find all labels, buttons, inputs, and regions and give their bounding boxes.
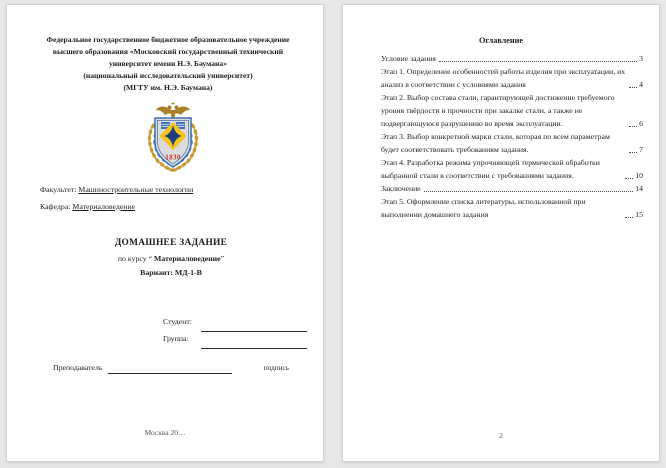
toc-item-text[interactable]: Этап 2. Выбор состава стали, гарантирующей достижение требуемого уровня твёрдости и прочности при закалке стали, а также не подвергающуюся разрушению во время эксплуатации. <box>381 93 615 128</box>
toc-item-page-number[interactable]: 6 <box>639 119 643 128</box>
city-year-line: Москва 20… <box>144 428 186 437</box>
toc-item-text[interactable]: Этап 5. Оформление списка литературы, использованной при выполнении домашнего задания <box>381 197 586 219</box>
toc-page <box>342 4 660 462</box>
toc-leader-dots <box>629 152 637 153</box>
document-title: ДОМАШНЕЕ ЗАДАНИЕ <box>114 238 228 248</box>
toc-item-page-number[interactable]: 10 <box>635 171 643 180</box>
toc-title: Оглавление <box>479 36 523 45</box>
toc-item-text[interactable]: Этап 3. Выбор конкретной марки стали, которая по всем параметрам будет соответствовать требованиям задания. <box>381 132 610 154</box>
group-blank-line <box>201 348 307 349</box>
faculty-value: Машиностроительные технологии <box>78 185 194 194</box>
university-header <box>29 34 307 94</box>
toc-item[interactable] <box>381 65 643 91</box>
header-line: (МГТУ им. Н.Э. Баумана) <box>123 83 213 92</box>
university-emblem <box>142 102 204 172</box>
toc-leader-dots <box>439 61 637 62</box>
student-blank-line <box>201 331 307 332</box>
group-label: Группа: <box>163 334 189 343</box>
student-label: Студент: <box>163 317 192 326</box>
signature-block <box>240 363 312 372</box>
toc-item-page-number[interactable]: 3 <box>639 54 643 63</box>
toc-item-page-number[interactable]: 14 <box>635 184 643 193</box>
toc-item[interactable] <box>381 91 643 130</box>
toc-item-text[interactable]: Этап 4. Разработка режима упрочняющей термической обработки выбранной стали в соответствии с требованиями задания. <box>381 158 600 180</box>
header-line: Федеральное государственное бюджетное образовательное учреждение <box>46 35 290 44</box>
faculty-label: Факультет: <box>40 185 79 194</box>
department-label: Кафедра: <box>40 202 73 211</box>
toc-item-page-number[interactable]: 15 <box>635 210 643 219</box>
credentials-block <box>163 317 323 351</box>
toc-item-text[interactable]: Условие задания <box>381 54 436 63</box>
teacher-row <box>53 363 323 374</box>
header-line: высшего образования «Московский государственный технический <box>52 47 284 56</box>
title-page <box>6 4 324 462</box>
variant-line: Вариант: МД-1-В <box>140 268 202 277</box>
toc-item[interactable] <box>381 130 643 156</box>
toc-item[interactable] <box>381 156 643 182</box>
toc-item-text[interactable]: Заключение <box>381 184 421 193</box>
department-value: Материаловедение <box>72 202 136 211</box>
toc-leader-dots <box>629 126 637 127</box>
shield-icon <box>155 118 191 167</box>
toc-leader-dots <box>625 217 633 218</box>
student-row <box>163 317 323 334</box>
faculty-department-block <box>40 185 323 219</box>
department-row <box>40 202 323 219</box>
course-line: по курсу “ Материаловедение” <box>117 254 225 263</box>
group-row <box>163 334 323 351</box>
toc-item[interactable] <box>381 182 643 195</box>
faculty-row <box>40 185 323 202</box>
course-name: Материаловедение <box>154 254 221 263</box>
page-number: 2 <box>499 431 503 440</box>
toc-item-page-number[interactable]: 4 <box>639 80 643 89</box>
teacher-label: Преподаватель <box>53 363 103 372</box>
toc-leader-dots <box>424 191 633 192</box>
teacher-blank-line <box>108 363 232 374</box>
toc-item[interactable] <box>381 52 643 65</box>
title-block <box>7 238 323 277</box>
header-line: университет имени Н.Э. Баумана» <box>108 59 228 68</box>
toc-item-text[interactable]: Этап 1. Определение особенностей работы изделия при эксплуатации, их анализ в соответствии с условиями задания <box>381 67 626 89</box>
toc-leader-dots <box>625 178 633 179</box>
header-line: (национальный исследовательский университет) <box>83 71 253 80</box>
double-eagle-icon <box>156 102 190 119</box>
emblem-year: 1830 <box>165 153 181 162</box>
toc-leader-dots <box>629 87 637 88</box>
toc-list <box>381 52 643 221</box>
toc-item[interactable] <box>381 195 643 221</box>
toc-item-page-number[interactable]: 7 <box>639 145 643 154</box>
signature-caption: подпись <box>263 364 289 372</box>
